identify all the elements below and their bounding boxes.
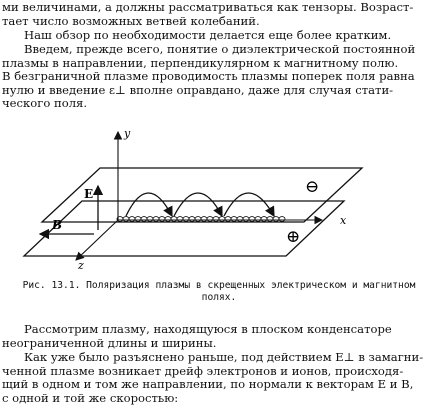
particle-loop [183,217,189,222]
particle-loop [231,217,237,222]
particle-loop [141,217,147,222]
text-line: неограниченной длины и ширины. [2,335,217,350]
text-line: Как уже было разъяснено раньше, под действием E⊥ в замагни- [24,350,424,364]
drift-arc-3 [224,193,274,216]
particle-loop [123,217,129,222]
text-line: В безграничной плазме проводимость плазмы поперек поля равна [2,69,415,84]
minus-sign-icon: ⊖ [305,177,320,197]
plus-sign-icon: ⊕ [286,227,301,247]
particle-loop [207,217,213,222]
text-line: Наш обзор по необходимости делается еще более кратким. [24,28,392,42]
y-axis-label: y [124,127,131,140]
particle-loop [225,217,231,222]
particle-loop [159,217,165,222]
drift-arc-1 [126,193,172,216]
figure-caption [0,280,438,304]
particle-loop [171,217,177,222]
text-line: Рассмотрим плазму, находящуюся в плоском конденсаторе [24,322,392,336]
particle-loop [219,217,225,222]
short-paragraph [2,29,434,43]
z-axis-label: z [78,259,84,272]
particle-loop [273,217,279,222]
text-line: щий в одном и том же направлении, по нормали к векторам E и B, [2,377,414,392]
particle-loop [135,217,141,222]
bottom-paragraph-2 [2,351,434,405]
particle-loop [195,217,201,222]
plasma-particle-chain [117,217,285,222]
top-paragraph [2,1,434,28]
text-line: плазмы в направлении, перпендикулярном к магнитному полю. [2,55,399,70]
text-line: ченной плазме возникает дрейф электронов и ионов, происходя- [2,363,404,378]
particle-loop [165,217,171,222]
caption-line: Рис. 13.1. Поляризация плазмы в скрещенных электрическом и магнитном [22,280,416,291]
text-line: с одной и той же скоростью: [2,390,179,405]
particle-loop [201,217,207,222]
particle-loop [153,217,159,222]
drift-arc-2 [174,193,222,216]
z-axis-line [76,220,118,260]
particle-loop [267,217,273,222]
caption-line: полях. [201,292,237,303]
particle-loop [261,217,267,222]
particle-loop [249,217,255,222]
e-field-label: E [84,187,94,201]
text-line: Введем, прежде всего, понятие о диэлектрической постоянной [24,42,416,56]
text-line: ческого поля. [2,96,88,111]
particle-loop [147,217,153,222]
particle-loop [213,217,219,222]
bottom-paragraph-1 [2,323,434,350]
text-line: тает число возможных ветвей колебаний. [2,13,260,28]
particle-loop [189,217,195,222]
particle-loop [255,217,261,222]
particle-loop [279,217,285,222]
particle-loop [243,217,249,222]
b-field-label: B [52,218,63,232]
intro-paragraph [2,43,434,111]
particle-loop [129,217,135,222]
figure-capacitor-diagram [0,122,438,272]
particle-loop [177,217,183,222]
text-line: ми величинами, а должны рассматриваться как тензоры. Возраст- [2,0,414,14]
text-line: нулю и введение ε⊥ вполне оправдано, даже для случая стати- [2,82,394,97]
particle-loop [237,217,243,222]
x-axis-label: x [340,214,347,227]
